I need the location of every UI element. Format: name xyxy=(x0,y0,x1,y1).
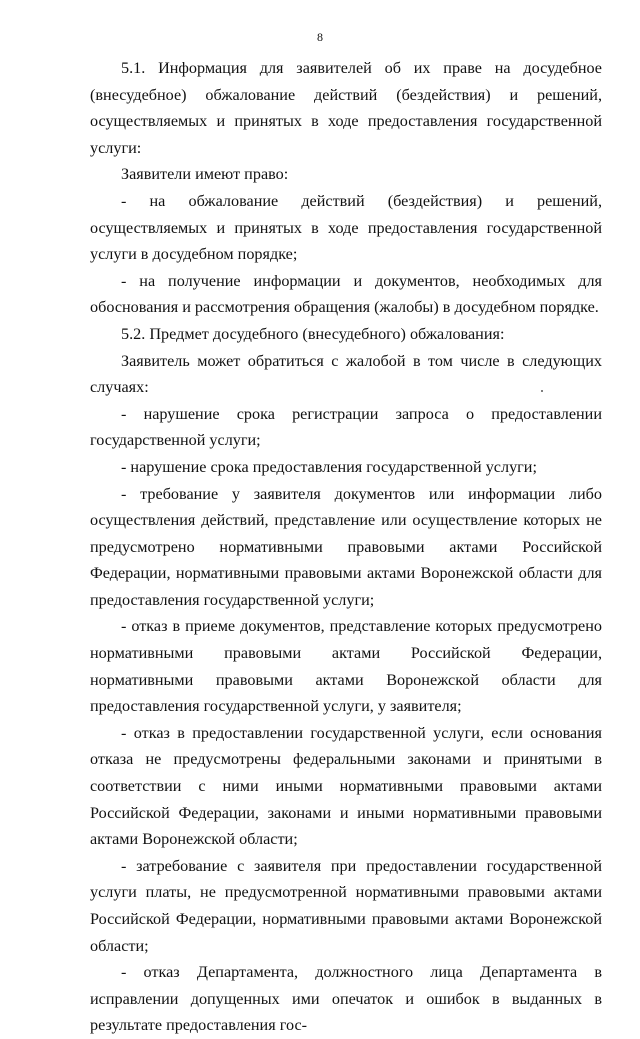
paragraph-right-information: - на получение информации и документов, необходимых для обоснования и рассмотрения обращения (жалобы) в досудебном порядке. xyxy=(90,271,602,317)
paragraph-case-acceptance-refusal: - отказ в приеме документов, представление которых предусмотрено нормативными правовыми актами Российской Федерации, нормативными правовыми актами Воронежской области для предоставления государственной услуги, у заявителя; xyxy=(90,617,602,716)
paragraph-complaint-cases: Заявитель может обратиться с жалобой в том числе в следующих случаях: xyxy=(90,351,602,397)
document-body xyxy=(90,55,602,1039)
paragraph-case-fee-demand: - затребование с заявителя при предоставлении государственной услуги платы, не предусмотренной нормативными правовыми актами Российской Федерации, нормативными правовыми актами Воронежской области; xyxy=(90,856,602,955)
paragraph-right-appeal: - на обжалование действий (бездействия) и решений, осуществляемых и принятых в ходе предоставления государственной услуги в досудебном порядке; xyxy=(90,191,602,264)
paragraph-case-service-refusal: - отказ в предоставлении государственной услуги, если основания отказа не предусмотрены федеральными законами и принятыми в соответствии с ними иными нормативными правовыми актами Российской Федерации, законами и иными нормативными правовыми актами Воронежской области; xyxy=(90,723,602,849)
paragraph-case-documents-demand: - требование у заявителя документов или информации либо осуществления действий, представление или осуществление которых не предусмотрено нормативными правовыми актами Российской Федерации, нормативными правовыми актами Воронежской области для предоставления государственной услуги; xyxy=(90,484,602,609)
paragraph-case-correction-refusal: - отказ Департамента, должностного лица Департамента в исправлении допущенных ими опечаток и ошибок в выданных в результате предоставления гос- xyxy=(90,963,602,1035)
paragraph-applicants-rights: Заявители имеют право: xyxy=(121,165,289,184)
page-number: 8 xyxy=(317,30,323,44)
paragraph-case-service-delay: - нарушение срока предоставления государственной услуги; xyxy=(121,457,537,476)
paragraph-case-registration-delay: - нарушение срока регистрации запроса о предоставлении государственной услуги; xyxy=(90,404,602,450)
paragraph-5-2-heading: 5.2. Предмет досудебного (внесудебного) обжалования: xyxy=(121,324,505,343)
paragraph-5-1-heading: 5.1. Информация для заявителей об их праве на досудебное (внесудебное) обжалование действий (бездействия) и решений, осуществляемых и принятых в ходе предоставления государственной услуги: xyxy=(90,59,602,157)
scan-speck xyxy=(541,390,543,392)
